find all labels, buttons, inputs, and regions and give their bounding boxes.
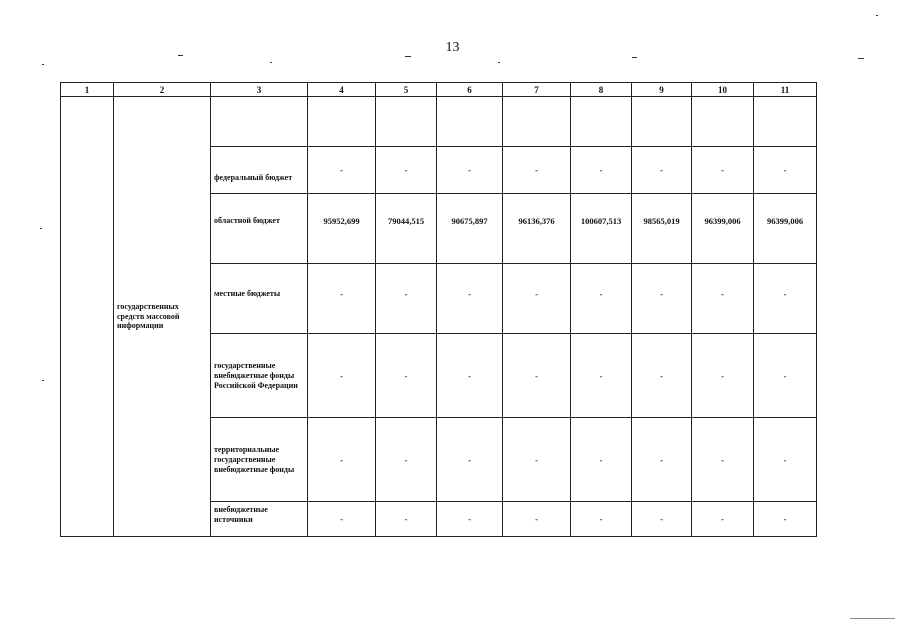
value-cell: - xyxy=(571,418,632,502)
value-cell: - xyxy=(754,502,817,537)
header-cell: 11 xyxy=(754,83,817,97)
value-cell: - xyxy=(376,264,437,334)
value-cell: - xyxy=(754,418,817,502)
scan-speck xyxy=(632,57,637,58)
value-cell: - xyxy=(437,334,503,418)
value-cell: - xyxy=(437,264,503,334)
value-cell: 96399,006 xyxy=(754,194,817,264)
source-cell: местные бюджеты xyxy=(211,264,308,334)
page-number: 13 xyxy=(445,40,460,55)
scan-speck xyxy=(178,55,183,56)
value-cell: 96136,376 xyxy=(503,194,571,264)
source-cell: внебюджетные источники xyxy=(211,502,308,537)
scan-speck xyxy=(405,56,411,57)
value-cell: - xyxy=(754,264,817,334)
value-cell: - xyxy=(503,264,571,334)
header-cell: 2 xyxy=(114,83,211,97)
header-cell: 5 xyxy=(376,83,437,97)
value-cell: 96399,006 xyxy=(692,194,754,264)
header-cell: 3 xyxy=(211,83,308,97)
scan-speck xyxy=(270,62,272,63)
header-cell: 1 xyxy=(61,83,114,97)
value-cell: 95952,699 xyxy=(308,194,376,264)
value-cell: - xyxy=(308,264,376,334)
header-cell: 10 xyxy=(692,83,754,97)
col1-cell xyxy=(61,97,114,537)
source-cell: государственные внебюджетные фонды Российской Федерации xyxy=(211,334,308,418)
value-cell: - xyxy=(308,334,376,418)
source-cell: территориальные государственные внебюджетные фонды xyxy=(211,418,308,502)
value-cell: - xyxy=(692,334,754,418)
value-cell: 98565,019 xyxy=(632,194,692,264)
value-cell: - xyxy=(754,147,817,194)
value-cell: - xyxy=(308,418,376,502)
value-cell: - xyxy=(437,418,503,502)
value-cell: - xyxy=(632,147,692,194)
scan-speck xyxy=(42,380,44,381)
value-cell: - xyxy=(692,502,754,537)
value-cell: - xyxy=(754,334,817,418)
header-row xyxy=(61,83,817,97)
scan-speck xyxy=(498,62,500,63)
value-cell: - xyxy=(503,147,571,194)
value-cell: - xyxy=(308,147,376,194)
value-cell: - xyxy=(437,147,503,194)
value-cell: - xyxy=(503,334,571,418)
value-cell: - xyxy=(632,264,692,334)
scan-speck xyxy=(850,618,895,619)
value-cell: 79044,515 xyxy=(376,194,437,264)
value-cell: - xyxy=(632,334,692,418)
value-cell: - xyxy=(692,264,754,334)
source-cell xyxy=(211,97,308,147)
program-name-cell: государственных средств массовой информации xyxy=(114,97,211,537)
value-cell: - xyxy=(692,418,754,502)
header-cell: 7 xyxy=(503,83,571,97)
value-cell: - xyxy=(692,147,754,194)
value-cell: - xyxy=(308,502,376,537)
header-cell: 9 xyxy=(632,83,692,97)
value-cell: - xyxy=(571,147,632,194)
scan-speck xyxy=(858,58,864,59)
value-cell: 100607,513 xyxy=(571,194,632,264)
header-cell: 8 xyxy=(571,83,632,97)
value-cell: - xyxy=(632,502,692,537)
source-cell: областной бюджет xyxy=(211,194,308,264)
value-cell: - xyxy=(503,502,571,537)
budget-table xyxy=(60,82,817,537)
value-cell: - xyxy=(376,502,437,537)
table-row xyxy=(61,97,817,147)
value-cell: - xyxy=(376,334,437,418)
value-cell: - xyxy=(437,502,503,537)
source-cell: федеральный бюджет xyxy=(211,147,308,194)
scan-speck xyxy=(876,15,878,16)
value-cell: - xyxy=(376,147,437,194)
value-cell: - xyxy=(503,418,571,502)
scan-speck xyxy=(40,228,42,229)
header-cell: 6 xyxy=(437,83,503,97)
value-cell: 90675,897 xyxy=(437,194,503,264)
value-cell: - xyxy=(571,264,632,334)
value-cell: - xyxy=(632,418,692,502)
header-cell: 4 xyxy=(308,83,376,97)
value-cell: - xyxy=(376,418,437,502)
scan-speck xyxy=(42,64,44,65)
value-cell: - xyxy=(571,334,632,418)
value-cell: - xyxy=(571,502,632,537)
